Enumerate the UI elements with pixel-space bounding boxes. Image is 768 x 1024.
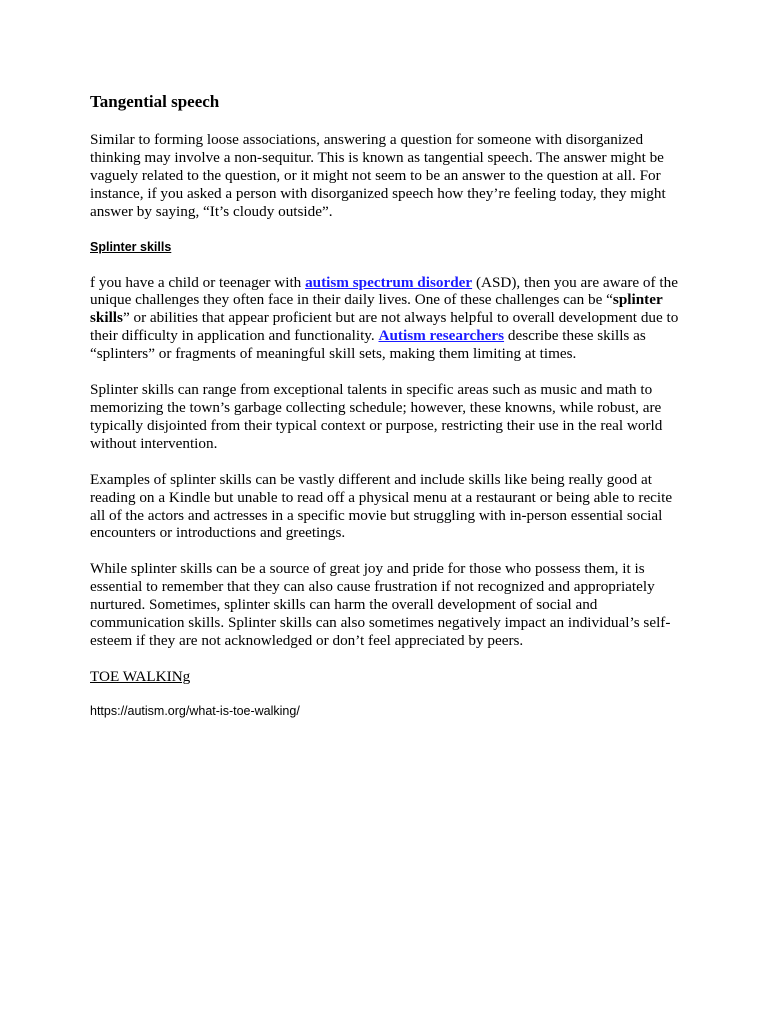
heading-toe-walking: TOE WALKINg: [90, 667, 191, 685]
paragraph-text: f you have a child or teenager with: [90, 273, 306, 291]
paragraph-splinter-impact: While splinter skills can be a source of great joy and pride for those who possess them, it is essential to remember that they can also cause frustration if not recognized and appropriately nurtured. Sometimes, splinter skills can harm the overall development of social and communication skills. Splinter skills can also sometimes negatively impact an individual’s self-esteem if they are not acknowledged or don’t feel appreciated by peers.: [90, 560, 671, 649]
paragraph-text: (ASD), then you are aware of the unique challenges they often face in their daily lives. One of these challenges can be “: [90, 273, 678, 309]
section-heading: Tangential speech: [90, 92, 220, 111]
link-autism-spectrum-disorder[interactable]: autism spectrum disorder: [305, 273, 473, 291]
paragraph-text: describe these skills as “splinters” or fragments of meaningful skill sets, making them limiting at times.: [90, 327, 646, 363]
paragraph-text: ” or abilities that appear proficient but are not always helpful to overall development due to their difficulty in application and functionality.: [90, 309, 679, 345]
paragraph-splinter-range: Splinter skills can range from exceptional talents in specific areas such as music and math to memorizing the town’s garbage collecting schedule; however, these knowns, while robust, are typically disjointed from their typical context or purpose, restricting their use in the real world without intervention.: [90, 381, 663, 452]
subheading-splinter-skills: Splinter skills: [90, 239, 172, 254]
link-autism-researchers[interactable]: Autism researchers: [378, 327, 505, 345]
document-page: [90, 91, 680, 719]
paragraph-splinter-examples: Examples of splinter skills can be vastly different and include skills like being really good at reading on a Kindle but unable to read off a physical menu at a restaurant or being able to recite all of the actors and actresses in a specific movie but struggling with in-person essential social encounters or introductions and greetings.: [90, 470, 673, 542]
url-text: https://autism.org/what-is-toe-walking/: [90, 703, 300, 718]
paragraph-tangential-speech: Similar to forming loose associations, answering a question for someone with disorganized thinking may involve a non-sequitur. This is known as tangential speech. The answer might be vaguely related to the question, or it might not seem to be an answer to the question at all. For instance, if you asked a person with disorganized speech how they’re feeling today, they might answer by saying, “It’s cloudy outside”.: [90, 131, 666, 220]
bold-splinter-skills: splinter skills: [90, 291, 663, 327]
paragraph-splinter-intro: [90, 274, 680, 364]
